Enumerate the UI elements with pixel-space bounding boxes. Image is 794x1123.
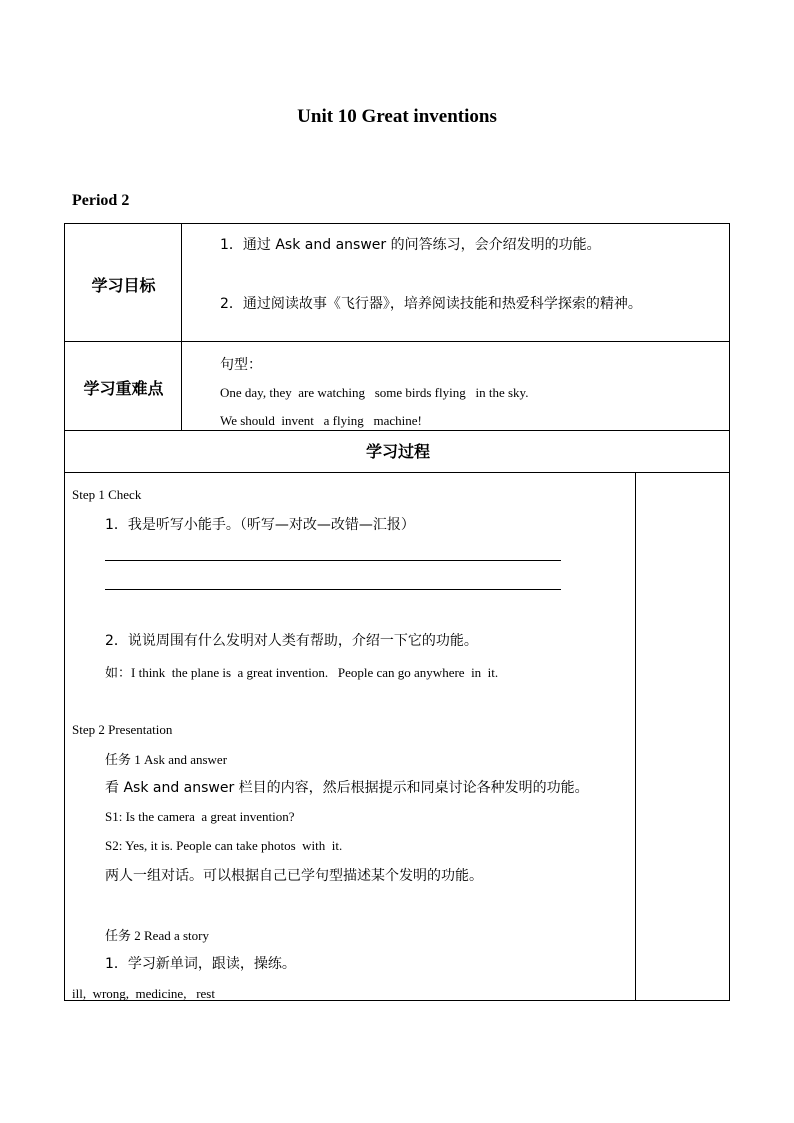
- process-line: 1．我是听写小能手。（听写—对改—改错—汇报）: [105, 517, 415, 533]
- row-divider-2: [65, 430, 729, 431]
- answer-line: [105, 560, 561, 561]
- answer-line: [105, 589, 561, 590]
- vocabulary-line: ill, wrong, medicine, rest: [72, 986, 215, 1001]
- process-line: 1．学习新单词，跟读，操练。: [105, 956, 296, 972]
- notes-column-divider: [635, 472, 636, 1000]
- process-line: 如：I think the plane is a great invention. People can go anywhere in it.: [105, 665, 499, 680]
- dialogue-line: S2: Yes, it is. People can take photos with it.: [105, 838, 343, 853]
- objective-item: 2．通过阅读故事《飞行器》，培养阅读技能和热爱科学探索的精神。: [220, 296, 642, 312]
- objective-item: 1．通过 Ask and answer 的问答练习，会介绍发明的功能。: [220, 237, 601, 253]
- label-column-divider: [181, 224, 182, 430]
- key-points-label: 学习重难点: [83, 379, 164, 398]
- lesson-table: [64, 223, 730, 1001]
- process-line: 看 Ask and answer 栏目的内容，然后根据提示和同桌讨论各种发明的功能。: [105, 780, 589, 796]
- step-heading: Step 1 Check: [72, 487, 142, 502]
- task-heading: 任务 2 Read a story: [105, 928, 209, 943]
- objectives-label: 学习目标: [91, 276, 156, 295]
- row-divider-1: [65, 341, 729, 342]
- key-point-line: We should invent a flying machine!: [220, 413, 422, 428]
- period-label: Period 2: [72, 192, 130, 209]
- process-heading: 学习过程: [365, 442, 430, 461]
- task-heading: 任务 1 Ask and answer: [105, 752, 228, 767]
- key-point-line: One day, they are watching some birds flying in the sky.: [220, 385, 529, 400]
- process-line: 两人一组对话。可以根据自己已学句型描述某个发明的功能。: [105, 868, 483, 884]
- key-point-line: 句型：: [220, 357, 262, 373]
- dialogue-line: S1: Is the camera a great invention?: [105, 809, 295, 824]
- document-title: Unit 10 Great inventions: [297, 106, 497, 127]
- step-heading: Step 2 Presentation: [72, 722, 173, 737]
- process-line: 2．说说周围有什么发明对人类有帮助，介绍一下它的功能。: [105, 633, 478, 649]
- row-divider-3: [65, 472, 729, 473]
